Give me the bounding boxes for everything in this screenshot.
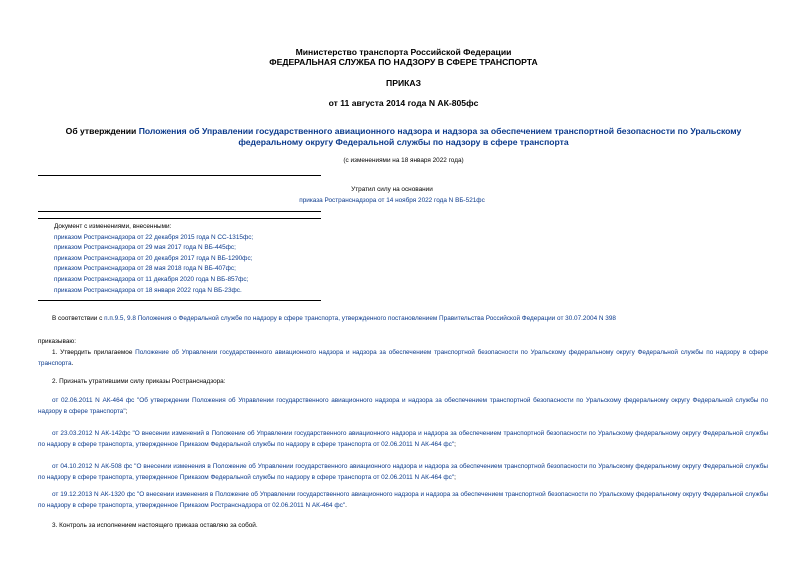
item-1 xyxy=(38,347,768,369)
lost-force-link[interactable]: приказа Ространснадзора от 14 ноября 2022 года N ВБ-521фс xyxy=(299,197,485,204)
repealed-order-end: ; xyxy=(125,408,128,415)
repealed-order-link[interactable]: от 04.10.2012 N АК-508 фс "О внесении изменения в Положение об Управлении государственного авиационного надзора и надзора за обеспечением транспортной безопасности по Уральскому федеральному округу Федеральной службы по надзору в сфере транспорта, утвержденное Приказом Федеральной службы по надзору в сфере транспорта от 02.06.2011 N АК-464 фс" xyxy=(38,463,768,481)
repealed-order-link[interactable]: от 02.06.2011 N АК-464 фс "Об утверждении Положения об Управлении государственного авиационного надзора и надзора за обеспечением транспортной безопасности по Уральскому федеральному округу Федеральной службы по надзору в сфере транспорта" xyxy=(38,397,768,415)
repealed-order-end: . xyxy=(345,502,347,509)
revision-note: (с изменениями на 18 января 2022 года) xyxy=(343,157,464,164)
repealed-order xyxy=(38,395,768,417)
repealed-order xyxy=(38,428,768,450)
amendment-link[interactable]: приказом Ространснадзора от 28 мая 2018 года N ВБ-407фс; xyxy=(54,265,236,273)
doc-date-number: от 11 августа 2014 года N АК-805фс xyxy=(328,98,479,108)
title-link-line1[interactable]: Положения об Управлении государственного авиационного надзора и надзора за обеспечением транспортной безопасности по Уральскому xyxy=(138,126,742,136)
repealed-order-link[interactable]: от 19.12.2013 N АК-1320 фс "О внесении изменения в Положение об Управлении государственного авиационного надзора и надзора за обеспечением транспортной безопасности по Уральскому федеральному округу Федеральной службы по надзору в сфере транспорта, утвержденное Приказом Ространснадзора от 02.06.2011 N АК-464 фс" xyxy=(38,491,768,509)
item1-prefix: 1. Утвердить прилагаемое xyxy=(52,349,136,356)
repealed-order-end: ; xyxy=(454,474,456,481)
item1-link[interactable]: Положение об Управлении государственного авиационного надзора и надзора за обеспечением транспортной безопасности по Уральскому федеральному округу Федеральной службы по надзору в сфере транспорта xyxy=(38,349,769,367)
title-prefix: Об утверждении xyxy=(65,126,139,136)
item-2: 2. Признать утратившими силу приказы Ространснадзора: xyxy=(52,378,226,385)
item1-suffix: . xyxy=(71,360,74,367)
repealed-order-link[interactable]: от 23.03.2012 N АК-142фс "О внесении изменений в Положение об Управлении государственного авиационного надзора и надзора за обеспечением транспортной безопасности по Уральскому федеральному округу Федеральной службы по надзору в сфере транспорта, утвержденное Приказом Федеральной службы по надзору в сфере транспорта от 02.06.2011 N АК-464 фс" xyxy=(38,430,768,448)
repealed-order xyxy=(38,461,768,483)
order-word: приказываю: xyxy=(38,338,76,345)
divider xyxy=(38,211,321,212)
ministry-name: Министерство транспорта Российской Федерации xyxy=(295,47,512,57)
amendment-link[interactable]: приказом Ространснадзора от 22 декабря 2015 года N СС-1315фс; xyxy=(54,233,254,241)
repealed-order-end: ; xyxy=(454,441,456,448)
lost-force-label: Утратил силу на основании xyxy=(351,186,433,193)
amendment-link[interactable]: приказом Ространснадзора от 11 декабря 2020 года N ВБ-857фс; xyxy=(54,275,249,283)
doc-type: ПРИКАЗ xyxy=(386,78,421,88)
document-title xyxy=(40,126,767,148)
divider xyxy=(38,300,321,301)
amendment-link[interactable]: приказом Ространснадзора от 18 января 2022 года N ВБ-23фс. xyxy=(54,286,242,294)
amendment-link[interactable]: приказом Ространснадзора от 20 декабря 2017 года N ВБ-1290фс; xyxy=(54,254,253,262)
item-3: 3. Контроль за исполнением настоящего приказа оставляю за собой. xyxy=(52,522,258,529)
basis-prefix: В соответствии с xyxy=(52,315,105,322)
amendments-block xyxy=(54,222,454,296)
basis-link[interactable]: п.п.9.5, 9.8 Положения о Федеральной службе по надзору в сфере транспорта, утвержденного постановлением Правительства Российской Федерации от 30.07.2004 N 398 xyxy=(104,315,616,322)
divider xyxy=(38,175,321,176)
basis-paragraph xyxy=(52,313,772,324)
repealed-order xyxy=(38,489,768,511)
title-link-line2[interactable]: федеральному округу Федеральной службы по надзору в сфере транспорта xyxy=(238,137,569,147)
amendments-label: Документ с изменениями, внесенными: xyxy=(54,223,172,230)
divider xyxy=(38,218,321,219)
amendment-link[interactable]: приказом Ространснадзора от 29 мая 2017 года N ВБ-445фс; xyxy=(54,244,236,252)
service-name: ФЕДЕРАЛЬНАЯ СЛУЖБА ПО НАДЗОРУ В СФЕРЕ ТРАНСПОРТА xyxy=(269,57,538,67)
